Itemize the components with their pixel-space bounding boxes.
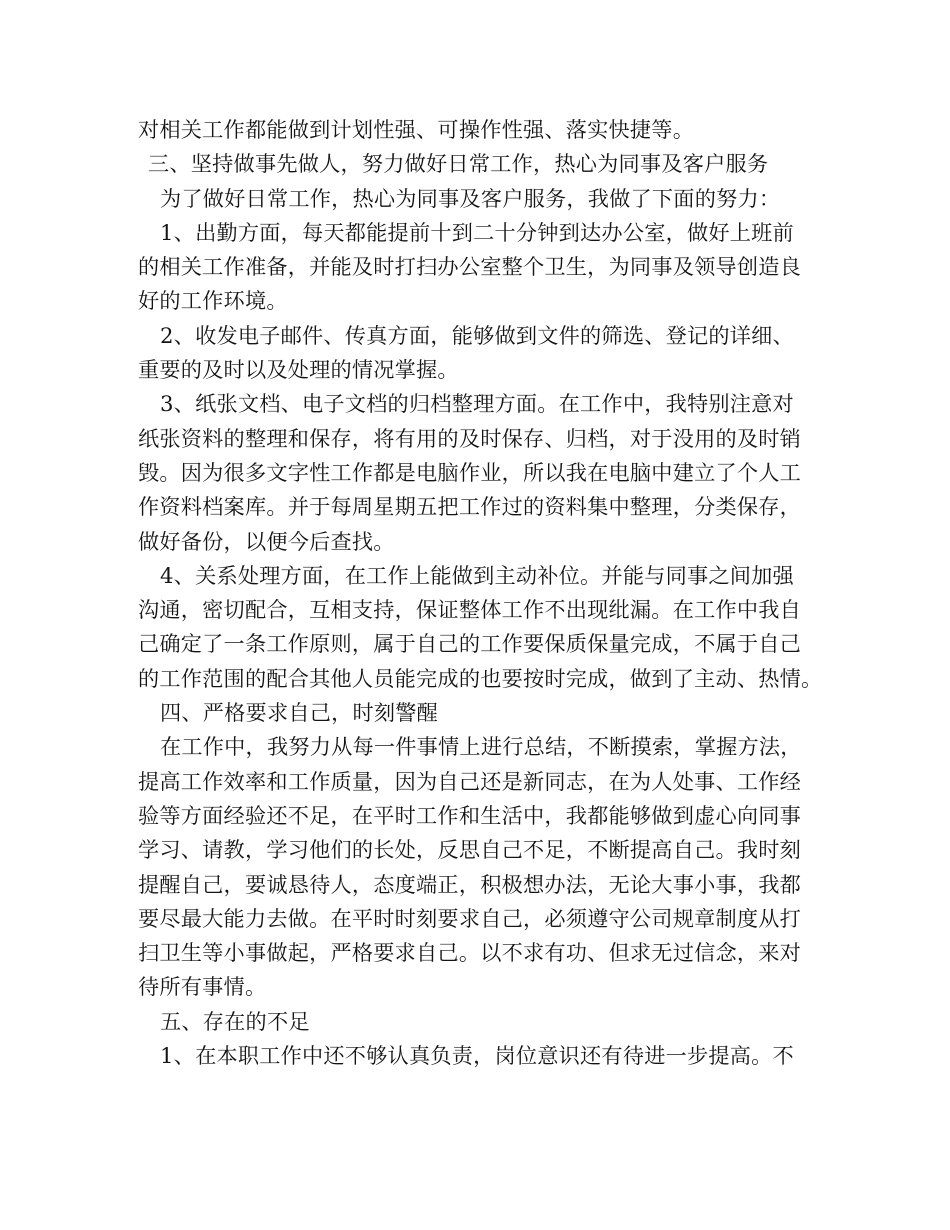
list-item-1: 1、在本职工作中还不够认真负责，岗位意识还有待进一步提高。不	[160, 1043, 794, 1069]
paragraph-line: 纸张资料的整理和保存，将有用的及时保存、归档，对于没用的及时销	[138, 425, 802, 451]
section-heading-5: 五、存在的不足	[160, 1008, 310, 1034]
section-heading-4: 四、严格要求自己，时刻警醒	[160, 700, 439, 726]
paragraph-line: 对相关工作都能做到计划性强、可操作性强、落实快捷等。	[138, 117, 695, 142]
list-item-4: 4、关系处理方面，在工作上能做到主动补位。并能与同事之间加强	[160, 562, 794, 588]
paragraph-line: 提醒自己，要诚恳待人，态度端正，积极想办法，无论大事小事，我都	[138, 871, 802, 897]
document-body	[138, 113, 828, 1073]
paragraph-line: 提高工作效率和工作质量，因为自己还是新同志，在为人处事、工作经	[138, 768, 802, 794]
paragraph-line: 待所有事情。	[138, 974, 267, 1000]
paragraph-line: 毁。因为很多文字性工作都是电脑作业，所以我在电脑中建立了个人工	[138, 459, 802, 485]
section-heading-3: 三、坚持做事先做人，努力做好日常工作，热心为同事及客户服务	[148, 151, 769, 177]
paragraph-line: 学习、请教，学习他们的长处，反思自己不足，不断提高自己。我时刻	[138, 837, 802, 863]
list-item-1: 1、出勤方面，每天都能提前十到二十分钟到达办公室，做好上班前	[160, 219, 794, 245]
paragraph-line: 验等方面经验还不足，在平时工作和生活中，我都能够做到虚心向同事	[138, 802, 802, 828]
paragraph-line: 扫卫生等小事做起，严格要求自己。以不求有功、但求无过信念，来对	[138, 940, 802, 966]
paragraph-line: 好的工作环境。	[138, 288, 288, 314]
paragraph-line: 己确定了一条工作原则，属于自己的工作要保质保量完成，不属于自己	[138, 631, 802, 657]
paragraph-line: 作资料档案库。并于每周星期五把工作过的资料集中整理，分类保存，	[138, 494, 802, 520]
paragraph-line: 要尽最大能力去做。在平时时刻要求自己，必须遵守公司规章制度从打	[138, 905, 802, 931]
paragraph-line: 在工作中，我努力从每一件事情上进行总结，不断摸索，掌握方法，	[160, 734, 802, 760]
paragraph-line: 做好备份，以便今后查找。	[138, 528, 395, 554]
paragraph-line: 的工作范围的配合其他人员能完成的也要按时完成，做到了主动、热情。	[138, 665, 823, 691]
list-item-3: 3、纸张文档、电子文档的归档整理方面。在工作中，我特别注意对	[160, 391, 794, 417]
paragraph-line: 为了做好日常工作，热心为同事及客户服务，我做了下面的努力：	[160, 185, 781, 211]
list-item-2: 2、收发电子邮件、传真方面，能够做到文件的筛选、登记的详细、	[160, 322, 794, 348]
paragraph-line: 的相关工作准备，并能及时打扫办公室整个卫生，为同事及领导创造良	[138, 254, 802, 280]
paragraph-line: 重要的及时以及处理的情况掌握。	[138, 357, 459, 383]
paragraph-line: 沟通，密切配合，互相支持，保证整体工作不出现纰漏。在工作中我自	[138, 597, 802, 623]
